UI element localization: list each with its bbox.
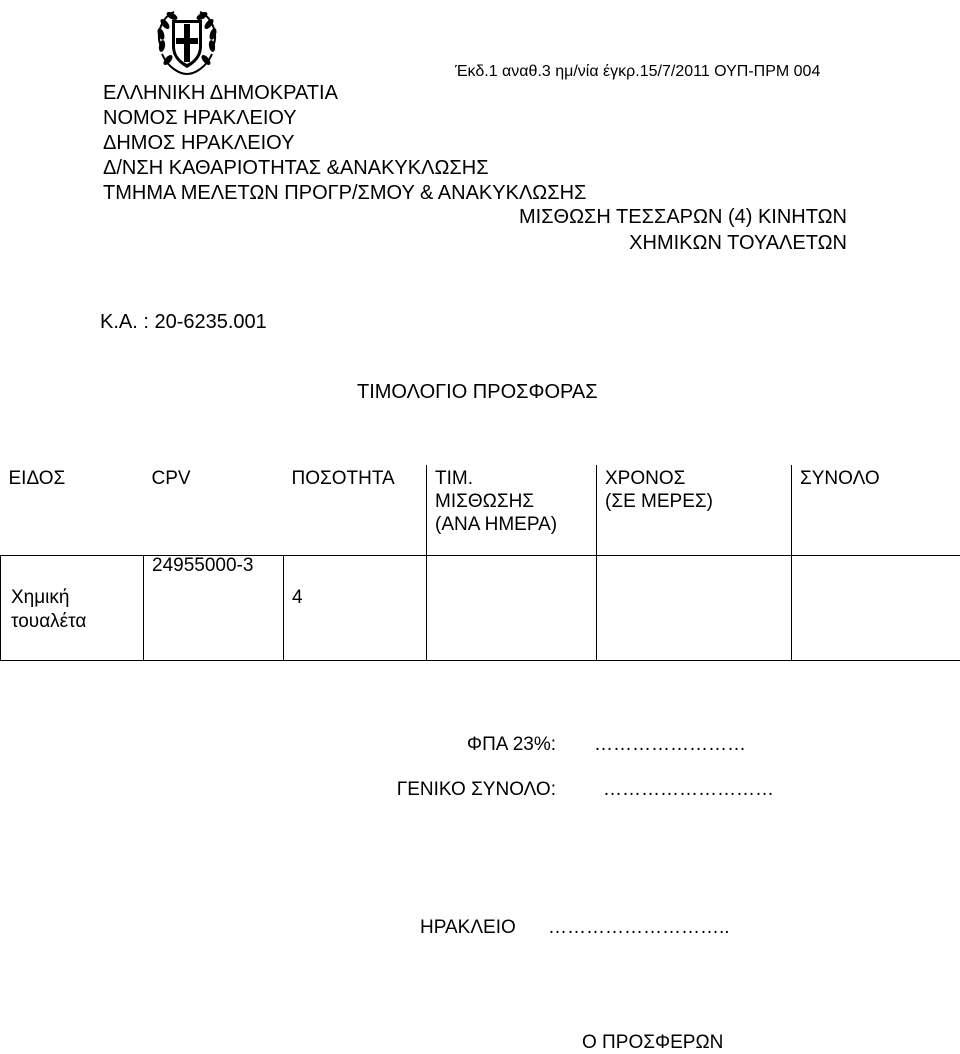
subject-line-2: ΧΗΜΙΚΩΝ ΤΟΥΑΛΕΤΩΝ — [519, 230, 847, 256]
greek-emblem-icon — [150, 4, 224, 78]
header-line-municipality: ΔΗΜΟΣ ΗΡΑΚΛΕΙΟΥ — [103, 131, 586, 156]
header-line-directorate: Δ/ΝΣΗ ΚΑΘΑΡΙΟΤΗΤΑΣ &ΑΝΑΚΥΚΛΩΣΗΣ — [103, 156, 586, 181]
header-line-prefecture: ΝΟΜΟΣ ΗΡΑΚΛΕΙΟΥ — [103, 106, 586, 131]
header-line-republic: ΕΛΛΗΝΙΚΗ ΔΗΜΟΚΡΑΤΙΑ — [103, 81, 586, 106]
cell-cpv: 24955000-3 — [144, 556, 284, 661]
subject-title — [519, 204, 847, 256]
cell-tim — [427, 556, 597, 661]
table-row — [1, 556, 960, 661]
cell-xronos — [597, 556, 792, 661]
vat-label: ΦΠΑ 23%: — [467, 733, 556, 756]
table-header-row — [1, 465, 960, 556]
ka-code: Κ.Α. : 20-6235.001 — [100, 310, 267, 334]
grand-total-value: ……………………… — [603, 778, 774, 801]
issuer-header — [103, 81, 586, 206]
place-label: ΗΡΑΚΛΕΙΟ — [420, 916, 516, 939]
header-cpv: CPV — [144, 465, 284, 556]
header-line-department: ΤΜΗΜΑ ΜΕΛΕΤΩΝ ΠΡΟΓΡ/ΣΜΟΥ & ΑΝΑΚΥΚΛΩΣΗΣ — [103, 181, 586, 206]
cell-eidos: Χημική τουαλέτα — [1, 556, 144, 661]
offer-table — [0, 465, 960, 661]
document-reference-line: Έκδ.1 αναθ.3 ημ/νία έγκρ.15/7/2011 ΟΥΠ-ΠΡΜ 004 — [455, 62, 820, 82]
document-title: ΤΙΜΟΛΟΓΙΟ ΠΡΟΣΦΟΡΑΣ — [357, 380, 598, 404]
signature-label: Ο ΠΡΟΣΦΕΡΩΝ — [582, 1031, 723, 1054]
vat-value: …………………… — [594, 733, 746, 756]
place-dots: ……………………….. — [548, 916, 730, 939]
header-eidos: ΕΙΔΟΣ — [1, 465, 144, 556]
header-synolo: ΣΥΝΟΛΟ — [792, 465, 960, 556]
grand-total-label: ΓΕΝΙΚΟ ΣΥΝΟΛΟ: — [397, 778, 556, 801]
header-xronos: ΧΡΟΝΟΣ (ΣΕ ΜΕΡΕΣ) — [597, 465, 792, 556]
header-tim: ΤΙΜ. ΜΙΣΘΩΣΗΣ (ΑΝΑ ΗΜΕΡΑ) — [427, 465, 597, 556]
subject-line-1: ΜΙΣΘΩΣΗ ΤΕΣΣΑΡΩΝ (4) ΚΙΝΗΤΩΝ — [519, 204, 847, 230]
cell-posotita: 4 — [284, 556, 427, 661]
header-posotita: ΠΟΣΟΤΗΤΑ — [284, 465, 427, 556]
cell-synolo — [792, 556, 960, 661]
